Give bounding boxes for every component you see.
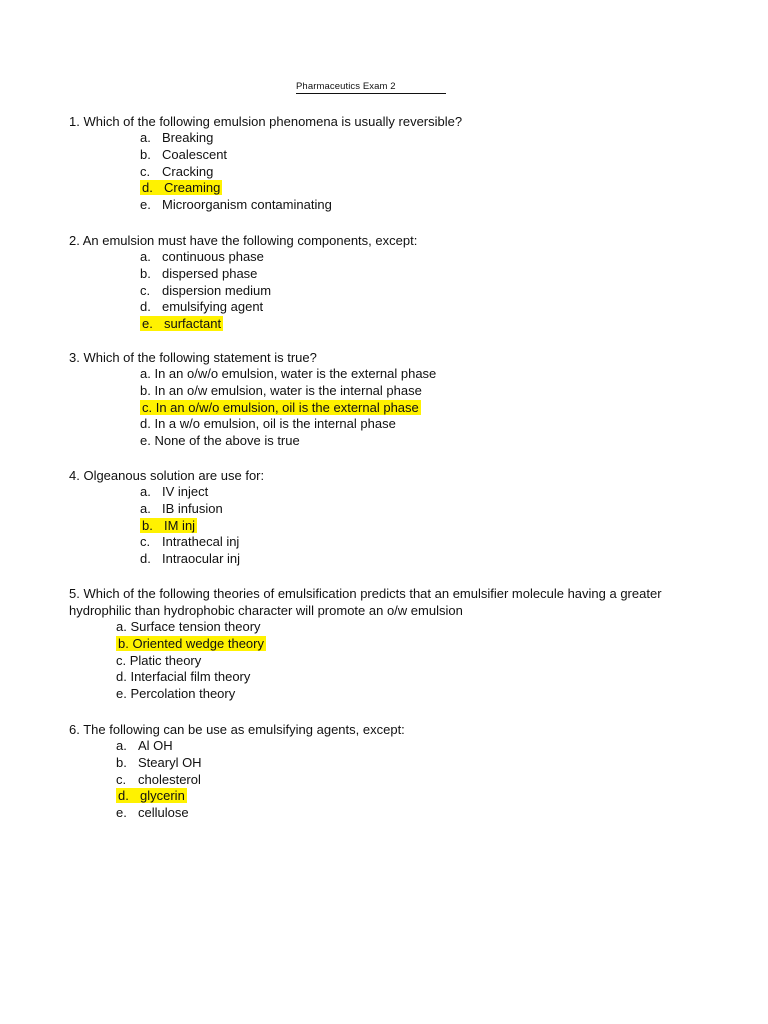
question-stem: 3. Which of the following statement is true? (69, 350, 317, 365)
option-b: b. Coalescent (140, 146, 228, 162)
option-c: c. cholesterol (116, 771, 201, 787)
option-a: a. Breaking (140, 130, 214, 145)
option-b-highlighted: b. IM inj (142, 517, 196, 533)
question-3 (69, 349, 689, 450)
page-title: Pharmaceutics Exam 2 (296, 81, 446, 94)
option-e-highlighted: e. surfactant (142, 316, 222, 332)
question-stem: 1. Which of the following emulsion phenomena is usually reversible? (69, 114, 463, 129)
question-stem: 6. The following can be use as emulsifying agents, except: (69, 722, 405, 737)
option-c: c. Intrathecal inj (140, 534, 240, 550)
question-4 (69, 467, 689, 568)
option-a-2: a. IB infusion (140, 500, 223, 516)
question-2 (69, 232, 689, 333)
option-a: a. Al OH (116, 738, 173, 753)
option-d: d. In a w/o emulsion, oil is the internal phase (140, 416, 396, 432)
option-list (69, 366, 689, 450)
option-list (69, 249, 689, 333)
option-d: d. emulsifying agent (140, 299, 264, 315)
option-b: b. In an o/w emulsion, water is the internal phase (140, 382, 422, 398)
option-a: a. In an o/w/o emulsion, water is the external phase (140, 366, 437, 381)
option-d-highlighted: d. glycerin (118, 788, 185, 804)
option-b: b. dispersed phase (140, 265, 258, 281)
option-e: e. Microorganism contaminating (140, 197, 332, 213)
option-d: d. Interfacial film theory (116, 669, 251, 685)
option-c: c. Platic theory (116, 652, 202, 668)
option-b-highlighted: b. Oriented wedge theory (118, 635, 264, 651)
question-stem: 5. Which of the following theories of emulsification predicts that an emulsifier molecule having a greater hydrophilic than hydrophobic character will promote an o/w emulsion (69, 586, 662, 618)
option-list (69, 130, 689, 214)
option-e: e. None of the above is true (140, 433, 300, 449)
option-c: c. Cracking (140, 163, 214, 179)
option-b: b. Stearyl OH (116, 754, 202, 770)
option-e: e. cellulose (116, 805, 189, 821)
option-list (69, 738, 689, 822)
question-1 (69, 113, 689, 214)
option-a: a. IV inject (140, 484, 209, 499)
option-list (69, 484, 689, 568)
question-stem: 2. An emulsion must have the following components, except: (69, 233, 418, 248)
option-c: c. dispersion medium (140, 282, 272, 298)
option-a: a. continuous phase (140, 249, 264, 264)
option-e: e. Percolation theory (116, 686, 236, 702)
question-stem: 4. Olgeanous solution are use for: (69, 468, 265, 483)
option-a: a. Surface tension theory (116, 619, 261, 634)
question-6 (69, 721, 689, 822)
option-d: d. Intraocular inj (140, 551, 241, 567)
option-list (69, 619, 689, 703)
question-5 (69, 585, 689, 703)
option-d-highlighted: d. Creaming (142, 180, 221, 196)
option-c-highlighted: c. In an o/w/o emulsion, oil is the external phase (142, 399, 419, 415)
